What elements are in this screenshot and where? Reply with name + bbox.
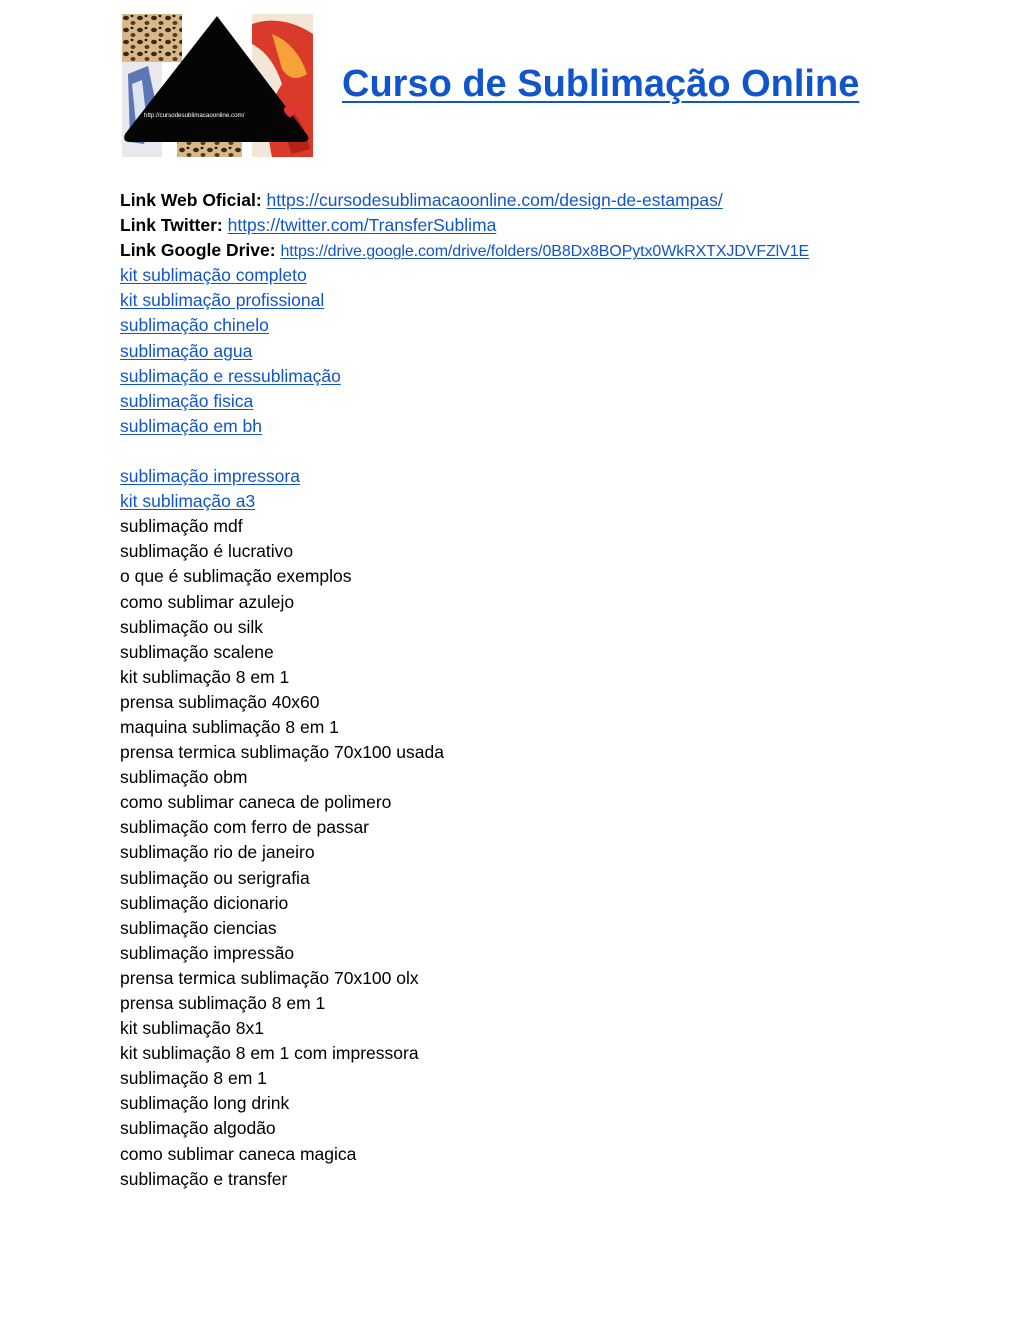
official-site-link[interactable]: https://cursodesublimacaoonline.com/design-de-estampas/ — [266, 190, 723, 210]
plain-keyword: prensa termica sublimação 70x100 olx — [120, 967, 419, 988]
plain-keyword: como sublimar caneca de polimero — [120, 792, 392, 813]
keyword-link[interactable]: kit sublimação a3 — [120, 491, 256, 512]
keyword-link[interactable]: sublimação e ressublimação — [120, 365, 341, 386]
info-link-row — [120, 188, 809, 213]
info-link-label: Link Web Oficial: — [120, 190, 267, 210]
page-title[interactable]: Curso de Sublimação Online — [342, 63, 860, 105]
keyword-link[interactable]: sublimação chinelo — [120, 315, 269, 336]
plain-keyword: sublimação ou silk — [120, 616, 263, 637]
plain-keyword: como sublimar caneca magica — [120, 1143, 357, 1164]
keyword-link[interactable]: kit sublimação profissional — [120, 290, 325, 311]
keyword-link[interactable]: sublimação fisica — [120, 390, 254, 411]
info-link-label: Link Twitter: — [120, 215, 228, 236]
plain-keyword: sublimação e transfer — [120, 1168, 288, 1189]
plain-keyword: o que é sublimação exemplos — [120, 566, 352, 587]
plain-keyword: maquina sublimação 8 em 1 — [120, 716, 339, 737]
plain-keyword: sublimação ciencias — [120, 917, 277, 938]
plain-keyword: sublimação dicionario — [120, 892, 289, 913]
keyword-link[interactable]: sublimação agua — [120, 340, 253, 361]
google-drive-link[interactable]: https://drive.google.com/drive/folders/0B8Dx8BOPytx0WkRXTXJDVFZlV1E — [280, 243, 810, 261]
logo-caption: http://cursodesublimacaoonline.com/ — [144, 112, 245, 119]
twitter-link[interactable]: https://twitter.com/TransferSublima — [227, 215, 497, 236]
plain-keyword: como sublimar azulejo — [120, 591, 295, 612]
logo — [122, 14, 313, 157]
plain-keyword: prensa sublimação 8 em 1 — [120, 993, 326, 1013]
plain-keyword: sublimação algodão — [120, 1118, 276, 1139]
plain-keyword: sublimação scalene — [120, 641, 274, 662]
plain-keyword: sublimação ou serigrafia — [120, 867, 310, 888]
plain-keyword: sublimação obm — [120, 767, 248, 788]
plain-keyword: sublimação 8 em 1 — [120, 1068, 267, 1089]
plain-keyword: kit sublimação 8 em 1 com impressora — [120, 1043, 419, 1064]
plain-keyword: kit sublimação 8 em 1 — [120, 666, 290, 687]
logo-artwork — [122, 14, 313, 157]
plain-keyword: kit sublimação 8x1 — [120, 1018, 264, 1039]
keyword-link[interactable]: kit sublimação completo — [120, 265, 307, 286]
plain-keyword: sublimação com ferro de passar — [120, 817, 369, 838]
info-link-row — [120, 213, 809, 238]
plain-keyword: sublimação é lucrativo — [120, 541, 294, 562]
plain-keyword: sublimação mdf — [120, 516, 243, 537]
plain-keyword: sublimação rio de janeiro — [120, 842, 315, 863]
plain-keyword: sublimação long drink — [120, 1093, 290, 1114]
plain-keyword: prensa sublimação 40x60 — [120, 691, 320, 712]
keyword-link[interactable]: sublimação em bh — [120, 415, 263, 436]
plain-keyword-list — [120, 514, 809, 1192]
plain-keyword: prensa termica sublimação 70x100 usada — [120, 742, 444, 763]
document-body — [120, 188, 809, 1192]
info-link-row — [120, 238, 809, 263]
info-link-label: Link Google Drive: — [120, 240, 281, 261]
spacer — [120, 439, 809, 464]
keyword-link[interactable]: sublimação impressora — [120, 466, 300, 487]
plain-keyword: sublimação impressão — [120, 942, 295, 963]
